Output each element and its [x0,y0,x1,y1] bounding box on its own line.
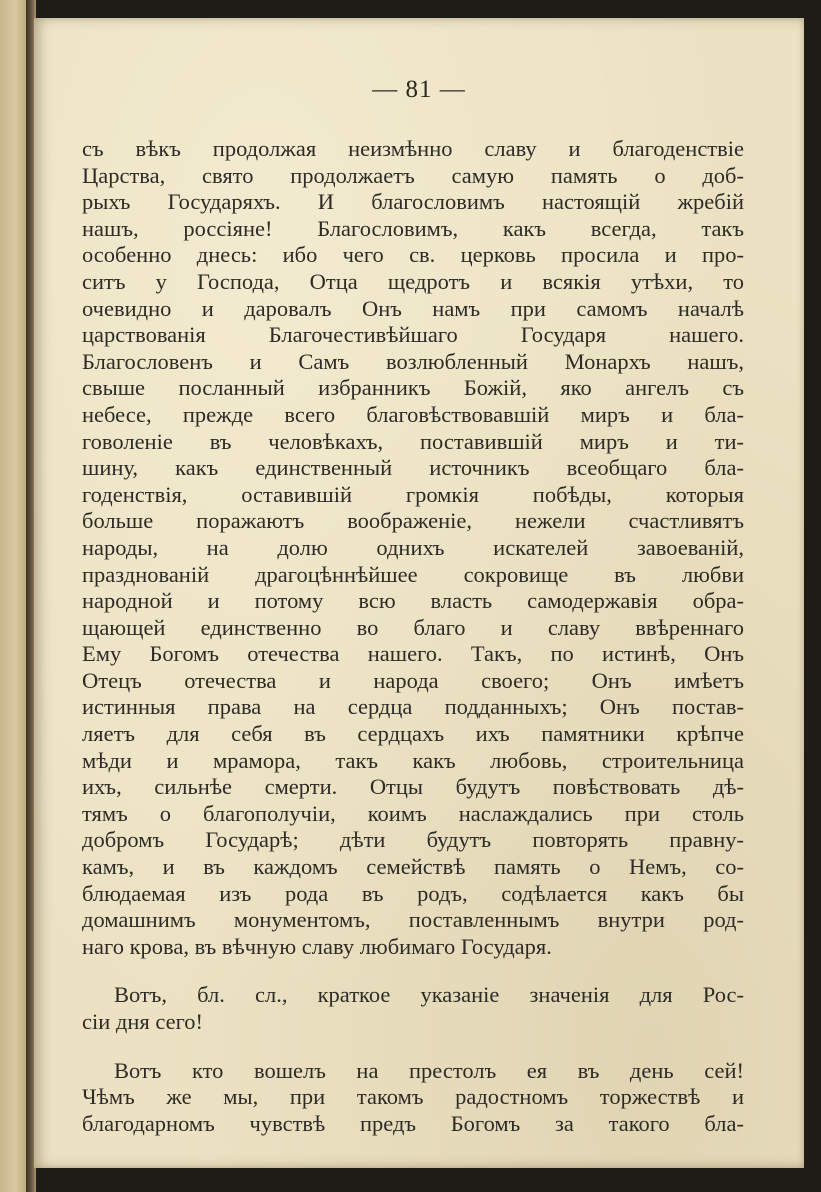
text-line: народной и потому всю власть самодержавія обра- [82,588,744,614]
paragraph [82,982,744,1035]
text-line: годенствія, оставившій громкія побѣды, которыя [82,481,744,507]
text-line: шину, какъ единственный источникъ всеобщаго бла- [82,455,744,481]
text-line: небесе, прежде всего благовѣствовавшій миръ и бла- [82,401,744,427]
previous-page-edge [0,0,28,1192]
text-line: рыхъ Государяхъ. И благословимъ настоящій жребій [82,189,744,215]
book-page [34,18,804,1168]
text-line: нашъ, россіяне! Благословимъ, какъ всегда, такъ [82,215,744,241]
text-line: добромъ Государѣ; дѣти будутъ повторять правну- [82,827,744,853]
text-line: царствованія Благочестивѣйшаго Государя нашего. [82,322,744,348]
text-line: Отецъ отечества и народа своего; Онъ имѣетъ [82,667,744,693]
text-line: говоленіе въ человѣкахъ, поставившій миръ и ти- [82,428,744,454]
text-line: свыше посланный избранникъ Божій, яко ангелъ съ [82,375,744,401]
page-number: — 81 — [372,76,466,103]
text-line: наго крова, въ вѣчную славу любимаго Государя. [82,933,552,959]
text-line: камъ, и въ каждомъ семействѣ память о Немъ, со- [82,854,744,880]
paragraph [82,136,744,960]
text-line: тямъ о благополучіи, коимъ наслаждались при столь [82,800,744,826]
text-line: Благословенъ и Самъ возлюбленный Монархъ нашъ, [82,348,744,374]
text-line: Вотъ кто вошелъ на престолъ ея въ день сей! [114,1057,744,1083]
text-line: ляетъ для себя въ сердцахъ ихъ памятники крѣпче [82,721,744,747]
page-text [82,136,744,1137]
text-line: ситъ у Господа, Отца щедротъ и всякія утѣхи, то [82,268,744,294]
text-line: Чѣмъ же мы, при такомъ радостномъ торжествѣ и [82,1084,744,1110]
paragraph [82,1058,744,1138]
text-line: ихъ, сильнѣе смерти. Отцы будутъ повѣствовать дѣ- [82,774,744,800]
text-line: празднованій драгоцѣннѣйшее сокровище въ любви [82,561,744,587]
text-line: особенно днесь: ибо чего св. церковь просила и про- [82,242,744,268]
text-line: Вотъ, бл. сл., краткое указаніе значенія для Рос- [114,982,744,1008]
text-line: домашнимъ монументомъ, поставленнымъ внутри род- [82,907,744,933]
text-line: очевидно и даровалъ Онъ намъ при самомъ началѣ [82,295,744,321]
text-line: блюдаемая изъ рода въ родъ, содѣлается какъ бы [82,880,744,906]
text-line: щающей единственно во благо и славу ввѣреннаго [82,614,744,640]
text-line: Ему Богомъ отечества нашего. Такъ, по истинѣ, Онъ [82,641,744,667]
text-line: больше поражаютъ воображеніе, нежели счастливятъ [82,508,744,534]
text-line: сіи дня сего! [82,1009,204,1034]
text-line: народы, на долю однихъ искателей завоеваній, [82,534,744,560]
text-line: мѣди и мрамора, такъ какъ любовь, строительница [82,747,744,773]
text-line: благодарномъ чувствѣ предъ Богомъ за такого бла- [82,1110,744,1136]
text-line: съ вѣкъ продолжая неизмѣнно славу и благоденствіе [82,136,744,161]
text-line: истинныя права на сердца подданныхъ; Онъ постав- [82,694,744,720]
text-line: Царства, свято продолжаетъ самую память о доб- [82,162,744,188]
